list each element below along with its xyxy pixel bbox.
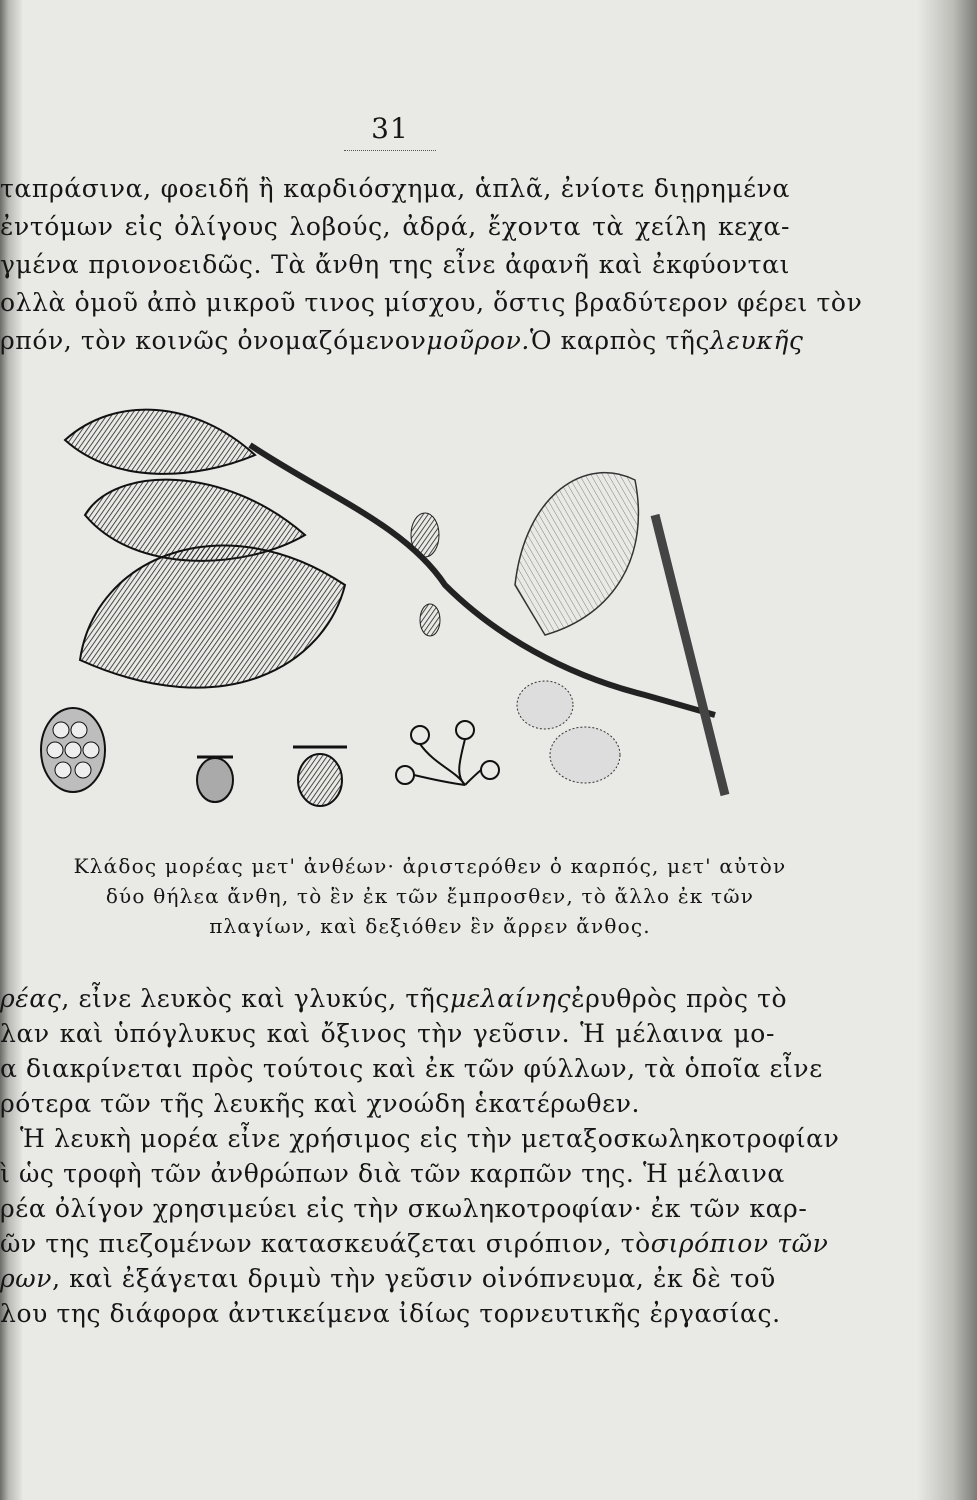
top-paragraph-line-5-text: ρπόν, τὸν κοινῶς ὀνομαζόμενον bbox=[0, 326, 427, 355]
top-paragraph-line-5-rest: Ὁ καρπὸς τῆς bbox=[529, 326, 711, 355]
top-paragraph-line-1: ταπράσινα, φοειδῆ ἢ καρδιόσχημα, ἁπλᾶ, ἐνίοτε διῃρημένα bbox=[0, 174, 790, 203]
italic-word-siropion: σιρόπιον τῶν bbox=[650, 1229, 829, 1258]
top-paragraph-line-3: γμένα πριονοειδῶς. Τὰ ἄνθη της εἶνε ἀφανῆ καὶ ἐκφύονται bbox=[0, 250, 790, 279]
bottom-paragraph-line-6: ὶ ὡς τροφὴ τῶν ἀνθρώπων διὰ τῶν καρπῶν της. Ἡ μέλαινα bbox=[0, 1159, 785, 1188]
bottom-paragraph-line-3: α διακρίνεται πρὸς τούτοις καὶ ἐκ τῶν φύλλων, τὰ ὁποῖα εἶνε bbox=[0, 1054, 823, 1083]
figure-caption-line-2: δύο θήλεα ἄνθη, τὸ ἓν ἐκ τῶν ἔμπροσθεν, τὸ ἄλλο ἐκ τῶν bbox=[105, 884, 755, 908]
mulberry-branch-illustration bbox=[25, 385, 760, 825]
italic-word-leukis: λευκῆς bbox=[710, 326, 804, 355]
italic-word-mouron: μοῦρον. bbox=[426, 326, 530, 355]
figure-caption-line-1: Κλάδος μορέας μετ' ἀνθέων· ἀριστερόθεν ὁ καρπός, μετ' αὐτὸν bbox=[73, 854, 787, 878]
small-leaf bbox=[420, 604, 440, 636]
bottom-line-8-text: ῶν της πιεζομένων κατασκευάζεται σιρόπιον, τὸ bbox=[0, 1229, 651, 1258]
bottom-paragraph-line-4: ρότερα τῶν τῆς λευκῆς καὶ χνοώδη ἑκατέρωθεν. bbox=[0, 1089, 641, 1118]
bottom-line-9-text: , καὶ ἐξάγεται δριμὺ τὴν γεῦσιν οἰνόπνευμα, ἐκ δὲ τοῦ bbox=[52, 1264, 776, 1293]
female-flower-side bbox=[293, 747, 347, 806]
mulberry-fruit bbox=[41, 708, 105, 792]
top-paragraph-line-4: ολλὰ ὁμοῦ ἀπὸ μικροῦ τινος μίσχου, ὅστις βραδύτερον φέρει τὸν bbox=[0, 288, 863, 317]
bottom-paragraph-line-8 bbox=[0, 1227, 829, 1261]
bud bbox=[411, 513, 439, 557]
italic-word-moreas: ρέας bbox=[0, 984, 62, 1013]
italic-word-moron: ρων bbox=[0, 1264, 53, 1293]
top-paragraph-line-5 bbox=[0, 324, 804, 358]
bottom-paragraph-line-5: Ἡ λευκὴ μορέα εἶνε χρήσιμος εἰς τὴν μεταξοσκωληκοτροφίαν bbox=[20, 1124, 840, 1153]
top-paragraph-line-2: ἐντόμων εἰς ὀλίγους λοβούς, ἀδρά, ἔχοντα τὰ χείλη κεχα- bbox=[0, 212, 790, 241]
leaf-large bbox=[80, 546, 345, 688]
page-number-rule bbox=[344, 150, 436, 151]
main-twig bbox=[655, 515, 725, 795]
italic-word-melainis: μελαίνης bbox=[449, 984, 572, 1013]
bottom-paragraph-line-1 bbox=[0, 982, 788, 1016]
page-edge-shadow bbox=[917, 0, 977, 1500]
page-number: 31 bbox=[371, 112, 409, 145]
leaf-light-right bbox=[515, 473, 638, 635]
male-flower bbox=[396, 721, 499, 785]
flower-cluster bbox=[517, 681, 573, 729]
bottom-paragraph-line-2: λαν καὶ ὑπόγλυκυς καὶ ὄξινος τὴν γεῦσιν. Ἡ μέλαινα μο- bbox=[0, 1019, 775, 1048]
bottom-paragraph-line-7: ρέα ὀλίγον χρησιμεύει εἰς τὴν σκωληκοτροφίαν· ἐκ τῶν καρ- bbox=[0, 1194, 808, 1223]
leaf-top bbox=[65, 410, 255, 474]
bottom-line-1-post: ἐρυθρὸς πρὸς τὸ bbox=[571, 984, 788, 1013]
bottom-line-1-text: , εἶνε λευκὸς καὶ γλυκύς, τῆς bbox=[61, 984, 450, 1013]
flower-cluster-lower bbox=[550, 727, 620, 783]
figure-caption-line-3: πλαγίων, καὶ δεξιόθεν ἓν ἄρρεν ἄνθος. bbox=[209, 914, 651, 938]
female-flower-front bbox=[197, 757, 233, 802]
bottom-paragraph-line-9 bbox=[0, 1262, 775, 1296]
bottom-paragraph-line-10: λου της διάφορα ἀντικείμενα ἰδίως τορνευτικῆς ἐργασίας. bbox=[0, 1299, 781, 1328]
